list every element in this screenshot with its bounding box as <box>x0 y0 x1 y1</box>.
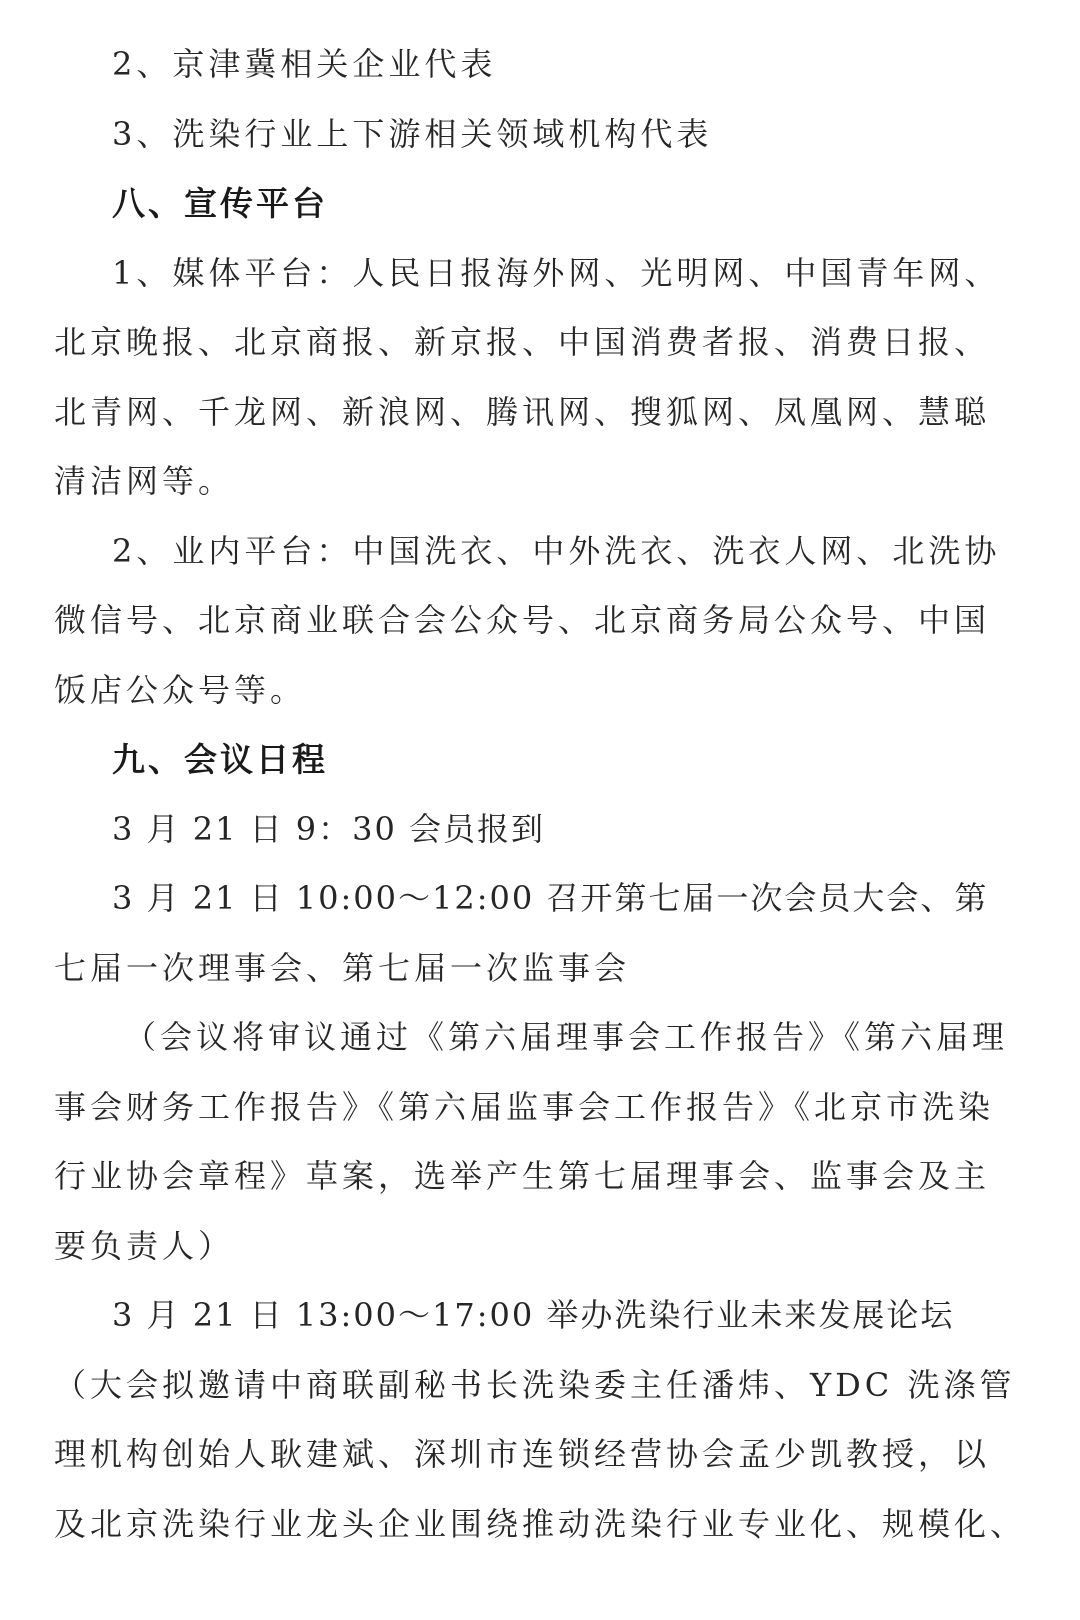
industry-platform-line-2: 微信号、北京商业联合会公众号、北京商务局公众号、中国 <box>54 601 991 639</box>
attendee-item-3: 3、洗染行业上下游相关领域机构代表 <box>112 114 713 153</box>
assembly-note-line-1: （会议将审议通过《第六届理事会工作报告》《第六届理 <box>124 1018 1009 1056</box>
industry-platform-line-3: 饭店公众号等。 <box>54 670 307 709</box>
document-page <box>54 30 1027 1559</box>
forum-note-line-1: （大会拟邀请中商联副秘书长洗染委主任潘炜、YDC 洗涤管 <box>54 1365 1016 1404</box>
schedule-item-assembly-line-1: 3 月 21 日 10:00～12:00 召开第七届一次会员大会、第 <box>112 879 989 917</box>
media-platform-line-4: 清洁网等。 <box>54 462 235 500</box>
assembly-note-line-4: 要负责人） <box>54 1226 235 1265</box>
attendee-item-2: 2、京津冀相关企业代表 <box>112 45 497 83</box>
assembly-note-line-2: 事会财务工作报告》《第六届监事会工作报告》《北京市洗染 <box>54 1087 995 1126</box>
media-platform-line-3: 北青网、千龙网、新浪网、腾讯网、搜狐网、凤凰网、慧聪 <box>54 392 991 431</box>
schedule-item-registration: 3 月 21 日 9：30 会员报到 <box>112 809 546 848</box>
industry-platform-line-1: 2、业内平台：中国洗衣、中外洗衣、洗衣人网、北洗协 <box>112 531 1001 570</box>
forum-note-line-3: 及北京洗染行业龙头企业围绕推动洗染行业专业化、规模化、 <box>54 1504 1027 1543</box>
section-heading-schedule: 九、会议日程 <box>112 740 328 779</box>
media-platform-line-2: 北京晚报、北京商报、新京报、中国消费者报、消费日报、 <box>54 323 991 361</box>
schedule-item-assembly-line-2: 七届一次理事会、第七届一次监事会 <box>54 948 631 987</box>
section-heading-publicity: 八、宣传平台 <box>112 184 328 223</box>
schedule-item-forum: 3 月 21 日 13:00～17:00 举办洗染行业未来发展论坛 <box>112 1296 955 1334</box>
assembly-note-line-3: 行业协会章程》草案，选举产生第七届理事会、监事会及主 <box>54 1157 991 1195</box>
media-platform-line-1: 1、媒体平台：人民日报海外网、光明网、中国青年网、 <box>112 253 1001 292</box>
forum-note-line-2: 理机构创始人耿建斌、深圳市连锁经营协会孟少凯教授，以 <box>54 1435 991 1473</box>
